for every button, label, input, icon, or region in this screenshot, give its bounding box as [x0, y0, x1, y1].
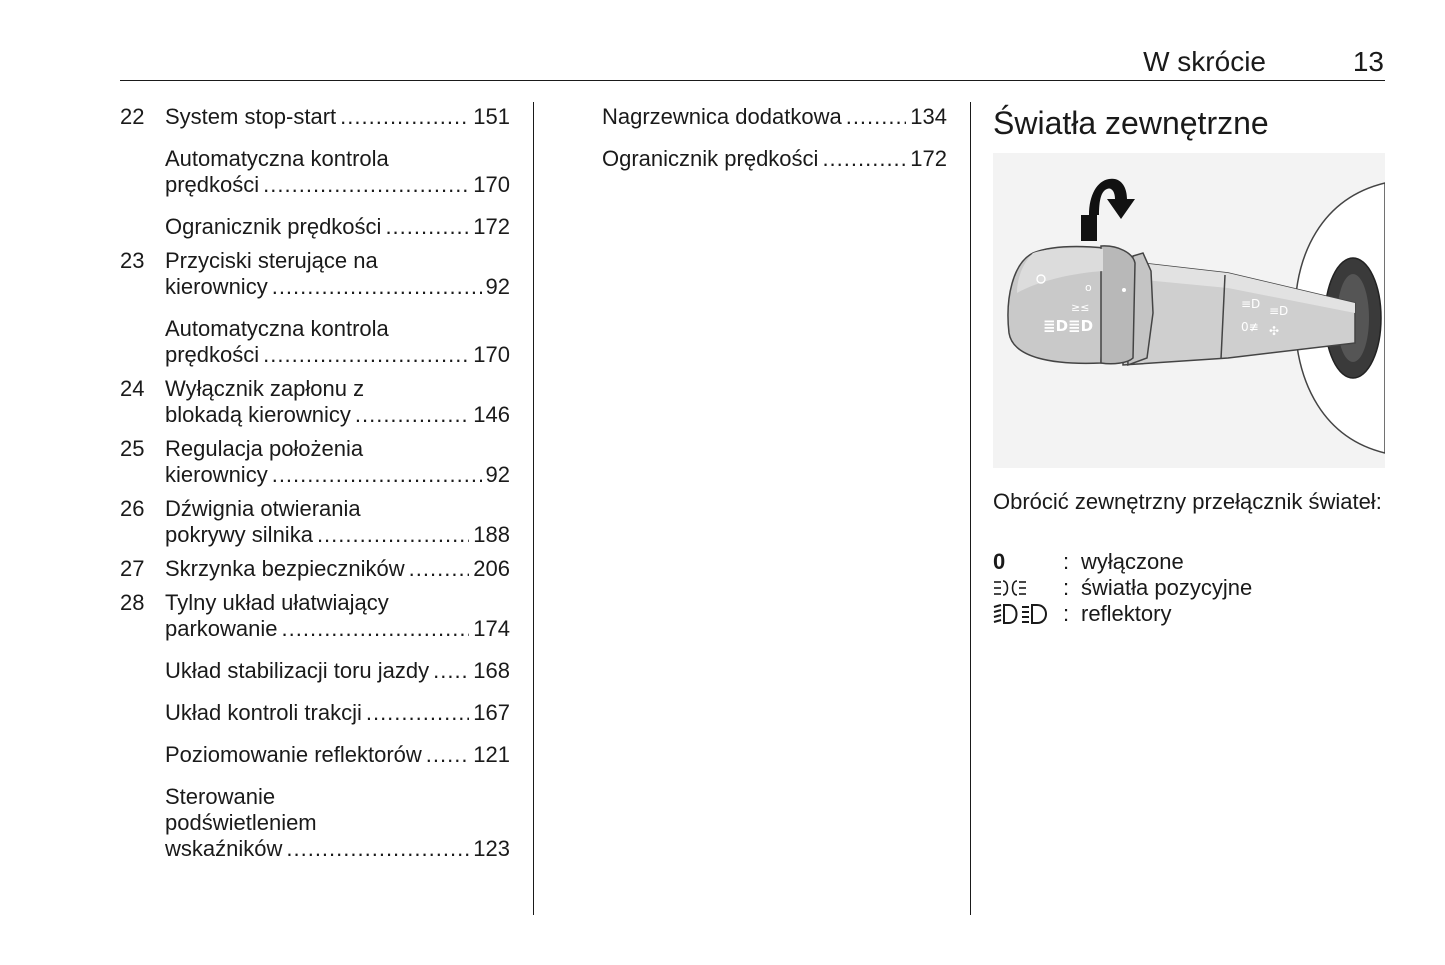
svg-text:✣: ✣: [1269, 324, 1280, 338]
toc-entry-text: Układ stabilizacji toru jazdy: [165, 658, 430, 683]
page-reference[interactable]: 168: [473, 658, 510, 683]
toc-entry[interactable]: [120, 376, 510, 428]
svg-text:≥≤: ≥≤: [1071, 301, 1090, 314]
legend-text: światła pozycyjne: [1081, 575, 1253, 600]
switch-position-legend: [993, 549, 1252, 627]
toc-entry-text: Skrzynka bezpieczników: [165, 556, 405, 581]
toc-entry-text: Układ kontroli trakcji: [165, 700, 362, 725]
page-reference[interactable]: 121: [473, 742, 510, 767]
dot-leader: [409, 556, 470, 582]
page-reference[interactable]: 206: [473, 556, 510, 581]
toc-entry-text: Przyciski sterujące na: [165, 248, 378, 273]
toc-entry[interactable]: [602, 104, 947, 130]
page-reference[interactable]: 123: [473, 836, 510, 861]
dot-leader: [286, 836, 469, 862]
toc-entry-text: System stop-start: [165, 104, 337, 129]
column-divider: [533, 102, 534, 915]
page-reference[interactable]: 188: [473, 522, 510, 547]
toc-column-left: [120, 104, 510, 862]
legend-row: [993, 549, 1252, 575]
toc-entry-text: Automatyczna kontrola: [165, 316, 389, 341]
page-number: 13: [1352, 46, 1384, 77]
toc-entry[interactable]: [120, 556, 510, 582]
legend-text: wyłączone: [1081, 549, 1184, 574]
running-header-title: W skrócie: [1143, 46, 1266, 77]
svg-text:0≢: 0≢: [1241, 320, 1259, 334]
toc-entry-text: Tylny układ ułatwiający: [165, 590, 389, 615]
toc-entry-text: wskaźników: [165, 836, 283, 861]
toc-entry-text: Automatyczna kontrola: [165, 146, 389, 171]
dot-leader: [846, 104, 907, 130]
toc-entry[interactable]: [120, 496, 510, 548]
dot-leader: [272, 462, 482, 488]
toc-entry[interactable]: [120, 316, 510, 368]
toc-entry[interactable]: [120, 590, 510, 642]
page-reference[interactable]: 92: [485, 274, 510, 299]
callout-number: 28: [120, 590, 145, 615]
dot-leader: [355, 402, 469, 428]
off-position-symbol: 0: [993, 549, 1006, 574]
figure-caption: Obrócić zewnętrzny przełącznik świateł:: [993, 489, 1382, 514]
dot-leader: [385, 214, 469, 240]
dot-leader: [263, 172, 469, 198]
svg-text:≡D: ≡D: [1241, 297, 1261, 311]
section-heading: Światła zewnętrzne: [993, 105, 1269, 141]
dot-leader: [426, 742, 470, 768]
legend-separator: :: [1063, 601, 1070, 626]
dot-leader: [340, 104, 469, 130]
dot-leader: [317, 522, 469, 548]
toc-entry-text: Wyłącznik zapłonu z: [165, 376, 365, 401]
dot-leader: [822, 146, 906, 172]
toc-entry-text: prędkości: [165, 342, 260, 367]
legend-row: [993, 601, 1252, 627]
toc-entry-text: Dźwignia otwierania: [165, 496, 361, 521]
legend-separator: :: [1063, 575, 1070, 600]
page-reference[interactable]: 146: [473, 402, 510, 427]
toc-entry[interactable]: [120, 248, 510, 300]
dot-leader: [366, 700, 469, 726]
legend-text: reflektory: [1081, 601, 1172, 626]
legend-row: [993, 575, 1252, 601]
toc-entry-text: parkowanie: [165, 616, 278, 641]
toc-entry[interactable]: [120, 658, 510, 684]
toc-entry[interactable]: [120, 146, 510, 198]
toc-entry-text: pokrywy silnika: [165, 522, 313, 547]
dot-leader: [433, 658, 469, 684]
toc-entry[interactable]: [120, 214, 510, 240]
toc-entry-text: prędkości: [165, 172, 260, 197]
dot-leader: [282, 616, 470, 642]
svg-text:o: o: [1085, 281, 1092, 294]
page-reference[interactable]: 151: [473, 104, 510, 129]
page-reference[interactable]: 92: [485, 462, 510, 487]
parking-lights-icon: [993, 575, 1063, 601]
toc-entry[interactable]: [120, 742, 510, 768]
callout-number: 22: [120, 104, 145, 129]
toc-entry[interactable]: [120, 784, 510, 862]
toc-entry-text: blokadą kierownicy: [165, 402, 351, 427]
toc-entry[interactable]: [120, 104, 510, 130]
callout-number: 27: [120, 556, 145, 581]
column-divider: [970, 102, 971, 915]
toc-entry-text: Poziomowanie reflektorów: [165, 742, 422, 767]
callout-number: 26: [120, 496, 145, 521]
toc-entry-text: Sterowanie: [165, 784, 276, 809]
page-reference[interactable]: 134: [910, 104, 947, 129]
page-reference[interactable]: 167: [473, 700, 510, 725]
page-reference[interactable]: 172: [473, 214, 510, 239]
callout-number: 25: [120, 436, 145, 461]
headlights-icon: [993, 601, 1063, 627]
svg-text:≣D≣D: ≣D≣D: [1043, 317, 1094, 335]
callout-number: 23: [120, 248, 145, 273]
off-position-icon: [993, 549, 1063, 575]
toc-entry-text: kierownicy: [165, 274, 268, 299]
toc-entry-text: Ogranicznik prędkości: [165, 214, 382, 239]
toc-entry-text: Regulacja położenia: [165, 436, 364, 461]
page-reference[interactable]: 170: [473, 342, 510, 367]
page-reference[interactable]: 174: [473, 616, 510, 641]
toc-entry-text: podświetleniem: [165, 810, 317, 835]
dot-leader: [272, 274, 482, 300]
page-reference[interactable]: 172: [910, 146, 947, 171]
callout-number: 24: [120, 376, 145, 401]
toc-entry-text: kierownicy: [165, 462, 268, 487]
dot-leader: [263, 342, 469, 368]
svg-text:≡D: ≡D: [1269, 304, 1289, 318]
header-rule: [120, 80, 1385, 81]
page-reference[interactable]: 170: [473, 172, 510, 197]
light-switch-stalk-illustration: [993, 153, 1385, 468]
toc-entry[interactable]: [120, 700, 510, 726]
toc-entry-text: Ogranicznik prędkości: [602, 146, 819, 171]
toc-entry[interactable]: [120, 436, 510, 488]
legend-separator: :: [1063, 549, 1070, 574]
toc-entry[interactable]: [602, 146, 947, 172]
toc-entry-text: Nagrzewnica dodatkowa: [602, 104, 842, 129]
toc-column-middle: [602, 104, 947, 172]
